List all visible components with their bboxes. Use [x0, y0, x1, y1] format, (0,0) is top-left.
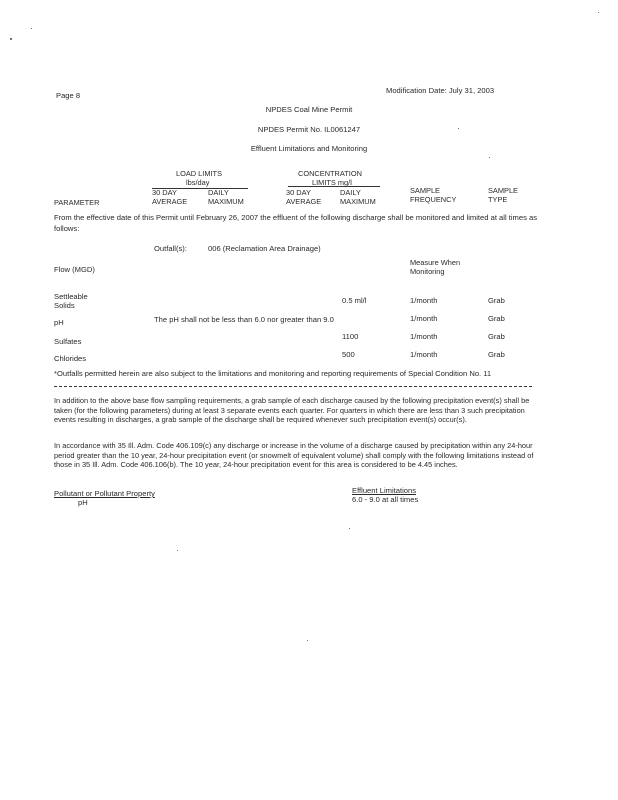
pollutant-header: Pollutant or Pollutant Property [54, 489, 155, 498]
parameter-header: PARAMETER [54, 198, 100, 207]
row-ph-frequency: 1/month [410, 314, 438, 323]
scan-speck [31, 28, 32, 29]
row-sulfates-type: Grab [488, 332, 505, 341]
scan-speck [489, 157, 490, 158]
row-ph-note: The pH shall not be less than 6.0 nor greater than 9.0 [154, 315, 334, 324]
row-ph-param: pH [54, 318, 64, 327]
intro-paragraph: From the effective date of this Permit until February 26, 2007 the effluent of the following discharge shall be monitored and limited at all times as follows: [54, 213, 538, 233]
row-sulfates-daily: 1100 [342, 332, 359, 341]
row-flow-frequency: Measure When Monitoring [410, 258, 461, 276]
footnote: *Outfalls permitted herein are also subject to the limitations and monitoring and reporting requirements of Special Condition No. 11 [54, 369, 492, 378]
modification-date: Modification Date: July 31, 2003 [386, 86, 495, 95]
row-ph-type: Grab [488, 314, 505, 323]
daily-conc-bottom: MAXIMUM [340, 197, 376, 206]
precipitation-paragraph: In addition to the above base flow sampling requirements, a grab sample of each discharge caused by the following precipitation event(s) shall be taken (for the following parameters) during at least 3 separate events each quarter. For quarters in which there are less than 3 such precipitation events resulting in discharges, a grab sample of the discharge shall be required whenever such precipitation event(s) occur(s). [54, 396, 530, 424]
row-chlorides-daily: 500 [342, 350, 355, 359]
scan-speck [307, 640, 308, 641]
row-sulfates-frequency: 1/month [410, 332, 438, 341]
adm-code-paragraph: In accordance with 35 Ill. Adm. Code 406.109(c) any discharge or increase in the volume of a discharge caused by precipitation within any 24-hour period greater than the 10 year, 24-hour precipitation event (or snowmelt of equivalent volume) shall comply with the following limitations instead of those in 35 Ill. Adm. Code 406.106(b). The 10 year, 24-hour precipitation event for this area is considered to be 4.45 inches. [54, 441, 534, 469]
title-permit-number: NPDES Permit No. IL0061247 [257, 125, 361, 134]
outfall-label: Outfall(s): [154, 244, 187, 253]
row-chlorides-param: Chlorides [54, 354, 87, 363]
title-permit: NPDES Coal Mine Permit [265, 105, 353, 114]
row-chlorides-type: Grab [488, 350, 505, 359]
concentration-header: CONCENTRATION [298, 169, 362, 178]
type-top: SAMPLE [488, 186, 518, 195]
frequency-bottom: FREQUENCY [410, 195, 457, 204]
title-effluent: Effluent Limitations and Monitoring [250, 144, 368, 153]
section-rule [54, 386, 532, 387]
scan-speck [598, 12, 599, 13]
scan-speck [10, 38, 12, 40]
avg30-load-top: 30 DAY [152, 188, 177, 197]
outfall-value: 006 (Reclamation Area Drainage) [208, 244, 321, 253]
concentration-units: LIMITS mg/l [312, 178, 352, 187]
scan-speck [177, 550, 178, 551]
load-units: lbs/day [186, 178, 210, 187]
row-flow-param: Flow (MGD) [54, 265, 95, 274]
concentration-rule [288, 186, 380, 187]
row-sulfates-param: Sulfates [54, 337, 82, 346]
daily-load-top: DAILY [208, 188, 229, 197]
avg30-load-bottom: AVERAGE [152, 197, 188, 206]
pollutant-value: pH [78, 498, 88, 507]
page-number: Page 8 [56, 91, 81, 100]
row-solids-param: Settleable Solids [54, 292, 88, 310]
daily-load-bottom: MAXIMUM [208, 197, 244, 206]
daily-conc-top: DAILY [340, 188, 361, 197]
limitations-value: 6.0 - 9.0 at all times [352, 495, 419, 504]
row-solids-frequency: 1/month [410, 296, 438, 305]
load-limits-header: LOAD LIMITS [176, 169, 222, 178]
frequency-top: SAMPLE [410, 186, 440, 195]
type-bottom: TYPE [488, 195, 508, 204]
avg30-conc-top: 30 DAY [286, 188, 311, 197]
avg30-conc-bottom: AVERAGE [286, 197, 322, 206]
scan-speck [349, 528, 350, 529]
row-chlorides-frequency: 1/month [410, 350, 438, 359]
row-solids-daily: 0.5 ml/l [342, 296, 367, 305]
limitations-header: Effluent Limitations [352, 486, 417, 495]
row-solids-type: Grab [488, 296, 505, 305]
